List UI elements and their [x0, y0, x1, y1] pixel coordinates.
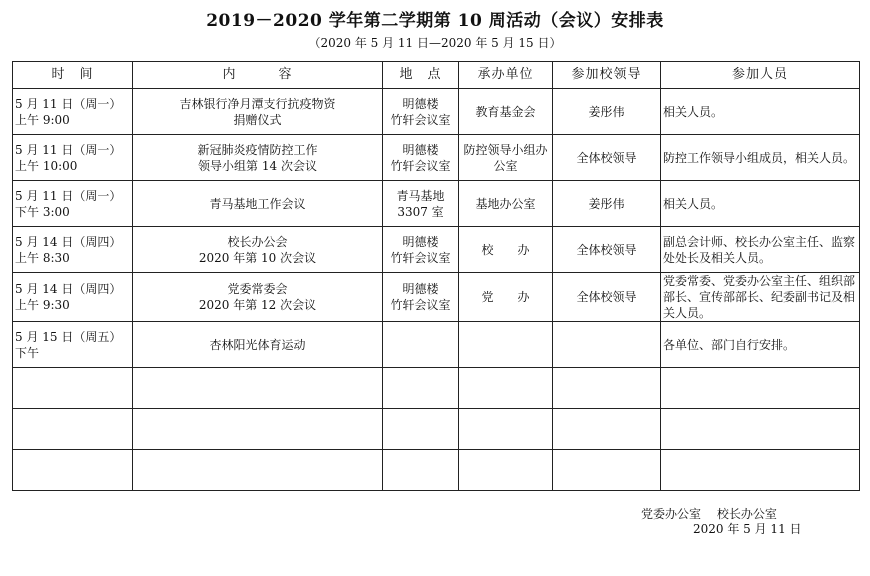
cell-time — [13, 322, 133, 368]
cell-content-line: 杏林阳光体育运动 — [209, 337, 306, 352]
cell-time-line: 5 月 11 日（周一） — [15, 142, 122, 157]
cell-time-line: 下午 3:00 — [15, 204, 70, 219]
cell-time-line: 5 月 14 日（周四） — [15, 282, 122, 296]
empty-cell — [13, 368, 133, 409]
cell-time — [13, 273, 133, 322]
date-range-subtitle: （2020 年 5 月 11 日—2020 年 5 月 15 日） — [308, 36, 562, 50]
cell-place-line: 竹轩会议室 — [390, 250, 451, 265]
empty-cell — [553, 409, 661, 450]
table-row — [13, 89, 860, 135]
table-row-empty — [13, 450, 860, 491]
cell-content-line: 党委常委会 — [227, 282, 288, 296]
header-content: 内 容 — [133, 62, 383, 89]
cell-leader: 姜彤伟 — [553, 181, 661, 227]
cell-content-line: 新冠肺炎疫情防控工作 — [197, 142, 318, 157]
table-row — [13, 181, 860, 227]
cell-place — [383, 273, 459, 322]
cell-time — [13, 227, 133, 273]
cell-people: 各单位、部门自行安排。 — [661, 322, 860, 368]
cell-unit: 基地办公室 — [459, 181, 553, 227]
cell-place-line: 明德楼 — [402, 96, 439, 111]
empty-cell — [133, 409, 383, 450]
empty-cell — [553, 450, 661, 491]
cell-unit: 校 办 — [459, 227, 553, 273]
cell-place-line: 竹轩会议室 — [390, 112, 451, 127]
cell-people: 副总会计师、校长办公室主任、监察处处长及相关人员。 — [661, 227, 860, 273]
empty-cell — [661, 409, 860, 450]
cell-time-line: 5 月 14 日（周四） — [15, 234, 122, 249]
header-time: 时 间 — [13, 62, 133, 89]
cell-place — [383, 89, 459, 135]
cell-content — [133, 135, 383, 181]
cell-time-line: 上午 8:30 — [15, 250, 70, 265]
page-title: 2019－2020 学年第二学期第 10 周活动（会议）安排表 — [206, 11, 664, 31]
cell-people: 党委常委、党委办公室主任、组织部部长、宣传部部长、纪委副书记及相关人员。 — [661, 273, 860, 322]
cell-place-line: 明德楼 — [402, 142, 439, 157]
cell-place — [383, 227, 459, 273]
cell-content-line: 领导小组第 14 次会议 — [198, 158, 317, 173]
cell-people: 防控工作领导小组成员，相关人员。 — [661, 135, 860, 181]
cell-content — [133, 273, 383, 322]
empty-cell — [13, 409, 133, 450]
footer-organizations: 党委办公室 校长办公室 — [641, 507, 777, 521]
header-unit: 承办单位 — [459, 62, 553, 89]
cell-time-line: 上午 10:00 — [15, 158, 78, 173]
schedule-table — [12, 61, 860, 491]
cell-place — [383, 135, 459, 181]
cell-time-line: 5 月 11 日（周一） — [15, 188, 122, 203]
table-row — [13, 273, 860, 322]
header-place: 地 点 — [383, 62, 459, 89]
empty-cell — [383, 368, 459, 409]
empty-cell — [133, 368, 383, 409]
cell-leader: 全体校领导 — [553, 227, 661, 273]
table-row-empty — [13, 409, 860, 450]
cell-place — [383, 181, 459, 227]
cell-time-line: 下午 — [15, 345, 40, 360]
table-header-row — [13, 62, 860, 89]
cell-time — [13, 89, 133, 135]
cell-content — [133, 227, 383, 273]
cell-leader: 全体校领导 — [553, 273, 661, 322]
empty-cell — [459, 450, 553, 491]
empty-cell — [383, 409, 459, 450]
cell-content — [133, 89, 383, 135]
empty-cell — [383, 450, 459, 491]
cell-content-line: 捐赠仪式 — [233, 112, 282, 127]
cell-unit: 党 办 — [459, 273, 553, 322]
cell-place-line: 青马基地 — [396, 188, 445, 203]
empty-cell — [459, 368, 553, 409]
cell-time-line: 上午 9:30 — [15, 298, 70, 312]
cell-people: 相关人员。 — [661, 89, 860, 135]
cell-time — [13, 135, 133, 181]
cell-leader: 全体校领导 — [553, 135, 661, 181]
cell-time-line: 5 月 11 日（周一） — [15, 96, 122, 111]
cell-content-line: 校长办公会 — [227, 234, 288, 249]
cell-place-line: 明德楼 — [402, 234, 439, 249]
empty-cell — [661, 450, 860, 491]
header-leader: 参加校领导 — [553, 62, 661, 89]
empty-cell — [459, 409, 553, 450]
cell-place-line: 竹轩会议室 — [390, 158, 451, 173]
cell-leader — [553, 322, 661, 368]
empty-cell — [661, 368, 860, 409]
empty-cell — [133, 450, 383, 491]
footer-date: 2020 年 5 月 11 日 — [693, 522, 802, 536]
table-row-empty — [13, 368, 860, 409]
cell-unit: 教育基金会 — [459, 89, 553, 135]
cell-content — [133, 322, 383, 368]
cell-people: 相关人员。 — [661, 181, 860, 227]
cell-leader: 姜彤伟 — [553, 89, 661, 135]
empty-cell — [13, 450, 133, 491]
cell-content-line: 2020 年第 10 次会议 — [198, 250, 317, 265]
cell-unit: 防控领导小组办公室 — [459, 135, 553, 181]
cell-time-line: 上午 9:00 — [15, 112, 70, 127]
table-row — [13, 135, 860, 181]
header-people: 参加人员 — [661, 62, 860, 89]
table-row — [13, 227, 860, 273]
cell-content-line: 2020 年第 12 次会议 — [198, 298, 317, 312]
cell-place-line: 竹轩会议室 — [390, 298, 451, 312]
cell-time — [13, 181, 133, 227]
cell-time-line: 5 月 15 日（周五） — [15, 329, 122, 344]
cell-unit — [459, 322, 553, 368]
table-row — [13, 322, 860, 368]
cell-place-line: 明德楼 — [402, 282, 439, 296]
empty-cell — [553, 368, 661, 409]
cell-content-line: 青马基地工作会议 — [209, 196, 306, 211]
cell-place — [383, 322, 459, 368]
cell-place-line: 3307 室 — [397, 204, 444, 219]
cell-content — [133, 181, 383, 227]
cell-content-line: 吉林银行净月潭支行抗疫物资 — [179, 96, 336, 111]
